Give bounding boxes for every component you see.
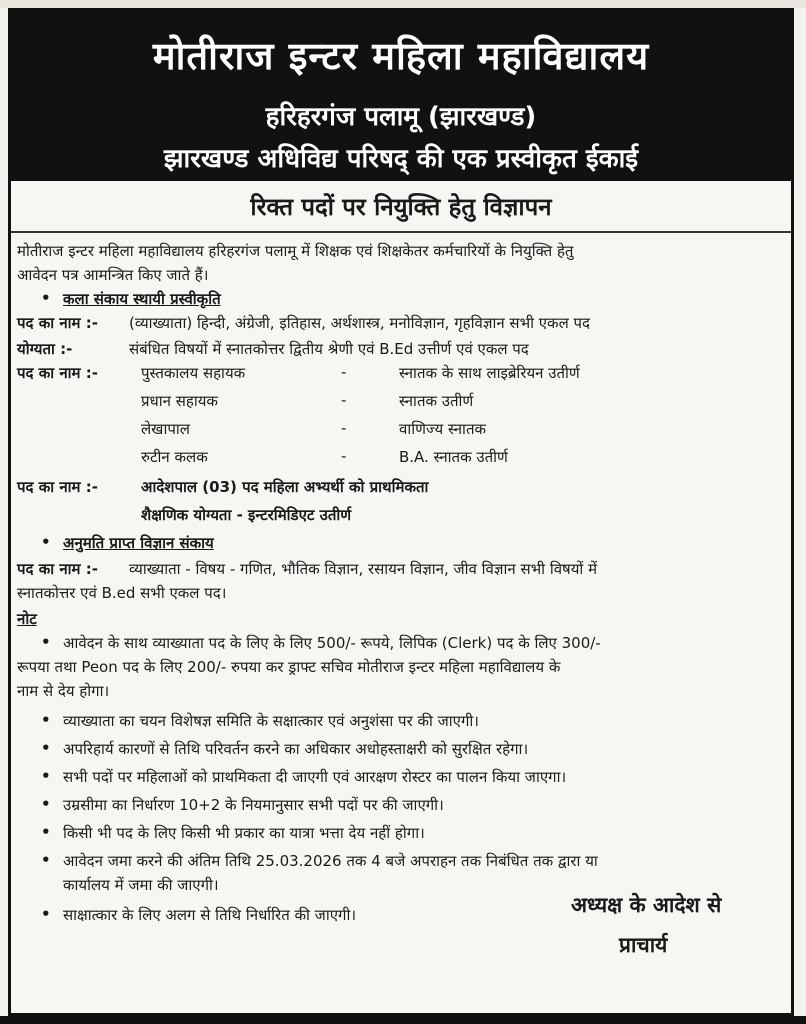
post-label: पद का नाम :- xyxy=(17,478,98,496)
advertisement-notice xyxy=(8,8,794,1016)
post-label: पद का नाम :- xyxy=(17,364,98,382)
note-item: • उम्रसीमा का निर्धारण 10+2 के नियमानुसार सभी पदों पर की जाएगी। xyxy=(63,795,444,815)
post-label: पद का नाम :- xyxy=(17,314,98,332)
staff-post: प्रधान सहायक xyxy=(141,392,218,410)
college-location: हरिहरगंज पलामू (झारखण्ड) xyxy=(265,102,537,132)
staff-dash: - xyxy=(341,419,347,437)
staff-qualification: स्नातक के साथ लाइब्रेरियन उतीर्ण xyxy=(399,364,580,382)
bottom-edge xyxy=(0,1016,806,1024)
note-item: • आवेदन जमा करने की अंतिम तिथि 25.03.2026 तक 4 बजे अपराहन तक निबंधित तक द्वारा या xyxy=(63,851,598,871)
signature-order-line: अध्यक्ष के आदेश से xyxy=(571,893,722,917)
note-item-cont: रूपया तथा Peon पद के लिए 200/- रुपया कर ड्राफ्ट सचिव मोतीराज इन्टर महिला महाविद्यालय के xyxy=(17,658,561,676)
header-band xyxy=(11,11,791,181)
staff-qualification: B.A. स्नातक उतीर्ण xyxy=(399,448,508,466)
note-item: • साक्षात्कार के लिए अलग से तिथि निर्धारित की जाएगी। xyxy=(63,905,356,925)
staff-post: लेखापाल xyxy=(141,420,190,438)
staff-qualification: वाणिज्य स्नातक xyxy=(399,420,487,438)
staff-dash: - xyxy=(341,391,347,409)
staff-dash: - xyxy=(341,447,347,465)
advert-title: रिक्त पदों पर नियुक्ति हेतु विज्ञापन xyxy=(11,183,791,233)
post-label: पद का नाम :- xyxy=(17,560,98,578)
note-item: • सभी पदों पर महिलाओं को प्राथमिकता दी जाएगी एवं आरक्षण रोस्टर का पालन किया जाएगा। xyxy=(63,767,566,787)
staff-post: पुस्तकालय सहायक xyxy=(141,364,246,382)
staff-qualification: स्नातक उतीर्ण xyxy=(399,392,474,410)
intro-line-2: आवेदन पत्र आमन्त्रित किए जाते हैं। xyxy=(17,266,209,284)
note-item: • व्याख्याता का चयन विशेषज्ञ समिति के सक्षात्कार एवं अनुशंसा पर की जाएगी। xyxy=(63,711,479,731)
section-arts-heading: • कला संकाय स्थायी प्रस्वीकृति xyxy=(63,289,221,309)
college-name: मोतीराज इन्टर महिला महाविद्यालय xyxy=(152,34,650,78)
post-lecturer-arts: (व्याख्याता) हिन्दी, अंग्रेजी, इतिहास, अर्थशास्त्र, मनोविज्ञान, गृहविज्ञान सभी एकल पद xyxy=(129,314,591,332)
staff-dash: - xyxy=(341,363,347,381)
post-lecturer-science: व्याख्याता - विषय - गणित, भौतिक विज्ञान, रसायन विज्ञान, जीव विज्ञान सभी विषयों में xyxy=(129,560,598,578)
note-item: • अपरिहार्य कारणों से तिथि परिवर्तन करने का अधिकार अधोहस्ताक्षरी को सुरक्षित रहेगा। xyxy=(63,739,528,759)
peon-qualification: शैक्षणिक योग्यता - इन्टरमिडिएट उतीर्ण xyxy=(141,506,352,524)
qualification-text: संबंधित विषयों में स्नातकोत्तर द्वितीय श्रेणी एवं B.Ed उत्तीर्ण एवं एकल पद xyxy=(129,340,529,358)
post-peon: आदेशपाल (03) पद महिला अभ्यर्थी को प्राथमिकता xyxy=(141,478,429,496)
note-item: • किसी भी पद के लिए किसी भी प्रकार का यात्रा भत्ता देय नहीं होगा। xyxy=(63,823,425,843)
note-item-cont: कार्यालय में जमा की जाएगी। xyxy=(63,876,219,894)
note-item-cont: नाम से देय होगा। xyxy=(17,682,110,700)
qualification-label: योग्यता :- xyxy=(17,340,73,358)
notes-heading: नोट xyxy=(17,610,37,628)
top-edge xyxy=(0,0,806,8)
post-lecturer-science-cont: स्नातकोत्तर एवं B.ed सभी एकल पद। xyxy=(17,584,227,602)
signature-principal: प्राचार्य xyxy=(619,933,668,957)
staff-post: रुटीन कलक xyxy=(141,448,208,466)
section-science-heading: • अनुमति प्राप्त विज्ञान संकाय xyxy=(63,533,214,553)
college-affiliation: झारखण्ड अधिविद्य परिषद् की एक प्रस्वीकृत ईकाई xyxy=(163,144,639,174)
intro-line-1: मोतीराज इन्टर महिला महाविद्यालय हरिहरगंज पलामू में शिक्षक एवं शिक्षकेतर कर्मचारियों के नियुक्ति हेतु xyxy=(17,242,574,260)
note-item: • आवेदन के साथ व्याख्याता पद के लिए के लिए 500/- रूपये, लिपिक (Clerk) पद के लिए 300/- xyxy=(63,633,601,653)
